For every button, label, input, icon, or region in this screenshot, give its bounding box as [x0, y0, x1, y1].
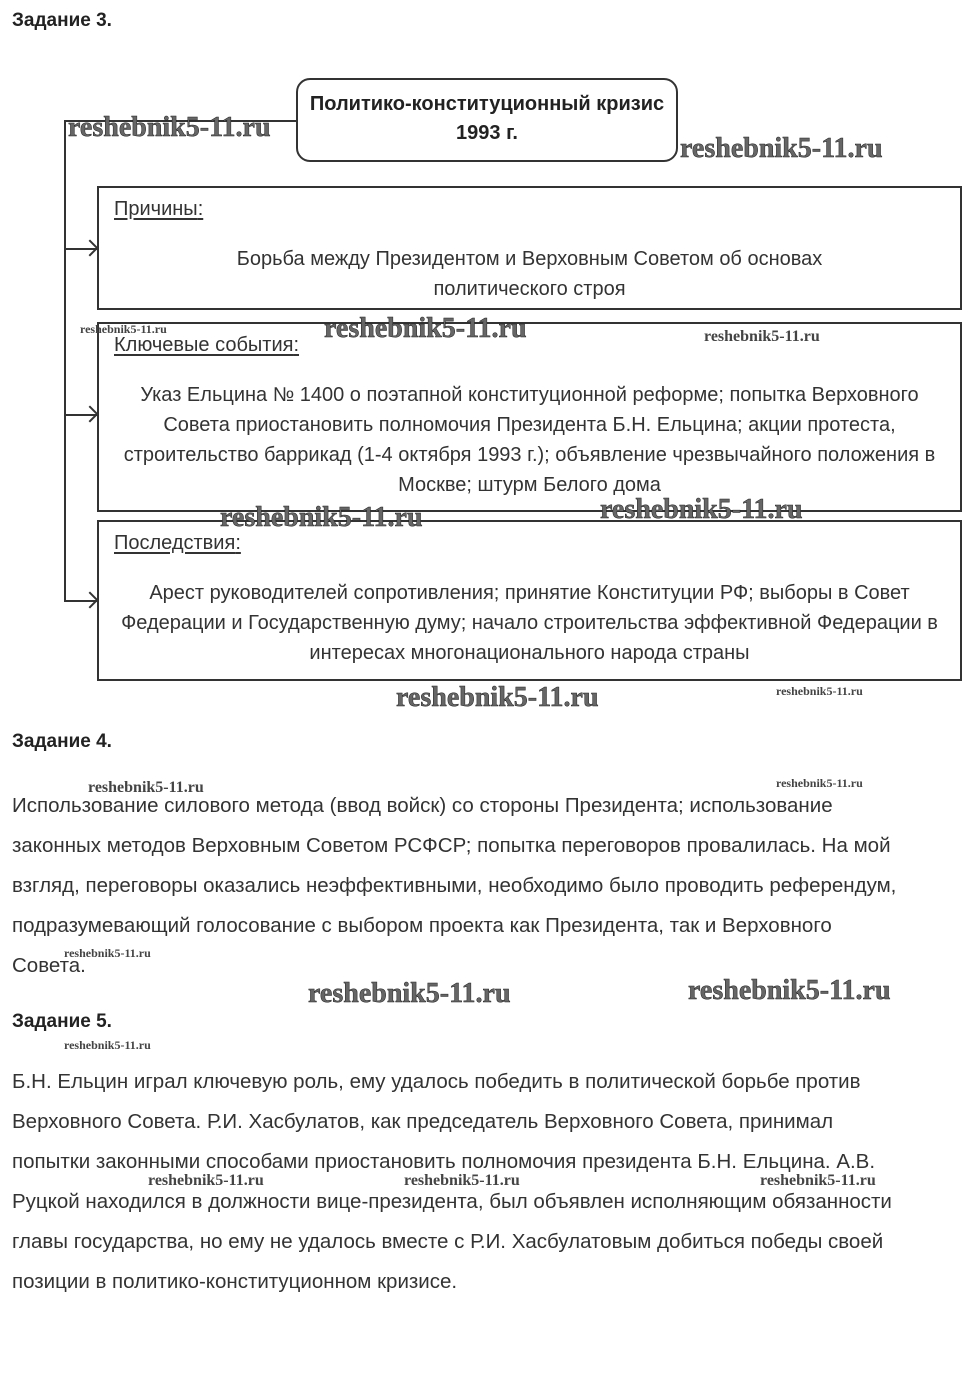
causes-text: Борьба между Президентом и Верховным Советом об основах политического строя [236, 248, 823, 300]
watermark: reshebnik5-11.ru [68, 112, 271, 143]
watermark: reshebnik5-11.ru [680, 133, 883, 164]
events-text: Указ Ельцина № 1400 о поэтапной конституционной реформе; попытка Верховного Совета приостановить полномочия Президента Б.Н. Ельцина; акции протеста, строительство баррикад (1-4 октября 1993 г.); объявление чрезвычайного положения в Москве; штурм Белого дома [123, 384, 936, 496]
watermark: reshebnik5-11.ru [80, 322, 167, 336]
task3-heading: Задание 3. [12, 10, 112, 31]
watermark: reshebnik5-11.ru [776, 776, 863, 790]
arrow-right-icon [64, 600, 97, 602]
arrow-right-icon [64, 414, 97, 416]
watermark: reshebnik5-11.ru [64, 1038, 151, 1052]
watermark: reshebnik5-11.ru [688, 975, 891, 1006]
watermark: reshebnik5-11.ru [308, 978, 511, 1009]
diagram-title: Политико-конституционный кризис 1993 г. [296, 78, 678, 162]
events-label: Ключевые события: [114, 334, 300, 356]
watermark: reshebnik5-11.ru [704, 328, 820, 345]
consequences-box [97, 520, 962, 681]
causes-label: Причины: [114, 198, 204, 220]
watermark: reshebnik5-11.ru [88, 779, 204, 796]
task4-text: Использование силового метода (ввод войск) со стороны Президента; использование законных методов Верховным Советом РСФСР; попытка переговоров провалилась. На мой взгляд, переговоры оказались неэффективными, необходимо было проводить референдум, подразумевающий голосование с выбором проекта как Президента, так и Верховного Совета. [12, 794, 897, 977]
watermark: reshebnik5-11.ru [324, 313, 527, 344]
watermark: reshebnik5-11.ru [760, 1172, 876, 1189]
watermark: reshebnik5-11.ru [64, 946, 151, 960]
watermark: reshebnik5-11.ru [404, 1172, 520, 1189]
watermark: reshebnik5-11.ru [148, 1172, 264, 1189]
watermark: reshebnik5-11.ru [776, 684, 863, 698]
connector-vertical [64, 120, 66, 602]
causes-box [97, 186, 962, 310]
consequences-label: Последствия: [114, 532, 241, 554]
task5-text: Б.Н. Ельцин играл ключевую роль, ему удалось победить в политической борьбе против Верховного Совета. Р.И. Хасбулатов, как председатель Верховного Совета, принимал попытки законными способами приостановить полномочия президента Б.Н. Ельцина. А.В. Руцкой находился в должности вице-президента, был объявлен исполняющим обязанности главы государства, но ему не удалось вместе с Р.И. Хасбулатовым добиться победы своей позиции в политико-конституционном кризисе. [12, 1070, 892, 1293]
consequences-text: Арест руководителей сопротивления; принятие Конституции РФ; выборы в Совет Федерации и Государственную думу; начало строительства эффективной Федерации в интересах многонационального народа страны [121, 582, 938, 664]
task5-heading: Задание 5. [12, 1011, 112, 1032]
arrow-right-icon [64, 248, 97, 250]
watermark: reshebnik5-11.ru [220, 502, 423, 533]
watermark: reshebnik5-11.ru [396, 682, 599, 713]
watermark: reshebnik5-11.ru [600, 494, 803, 525]
task4-heading: Задание 4. [12, 731, 112, 752]
events-box [97, 322, 962, 512]
